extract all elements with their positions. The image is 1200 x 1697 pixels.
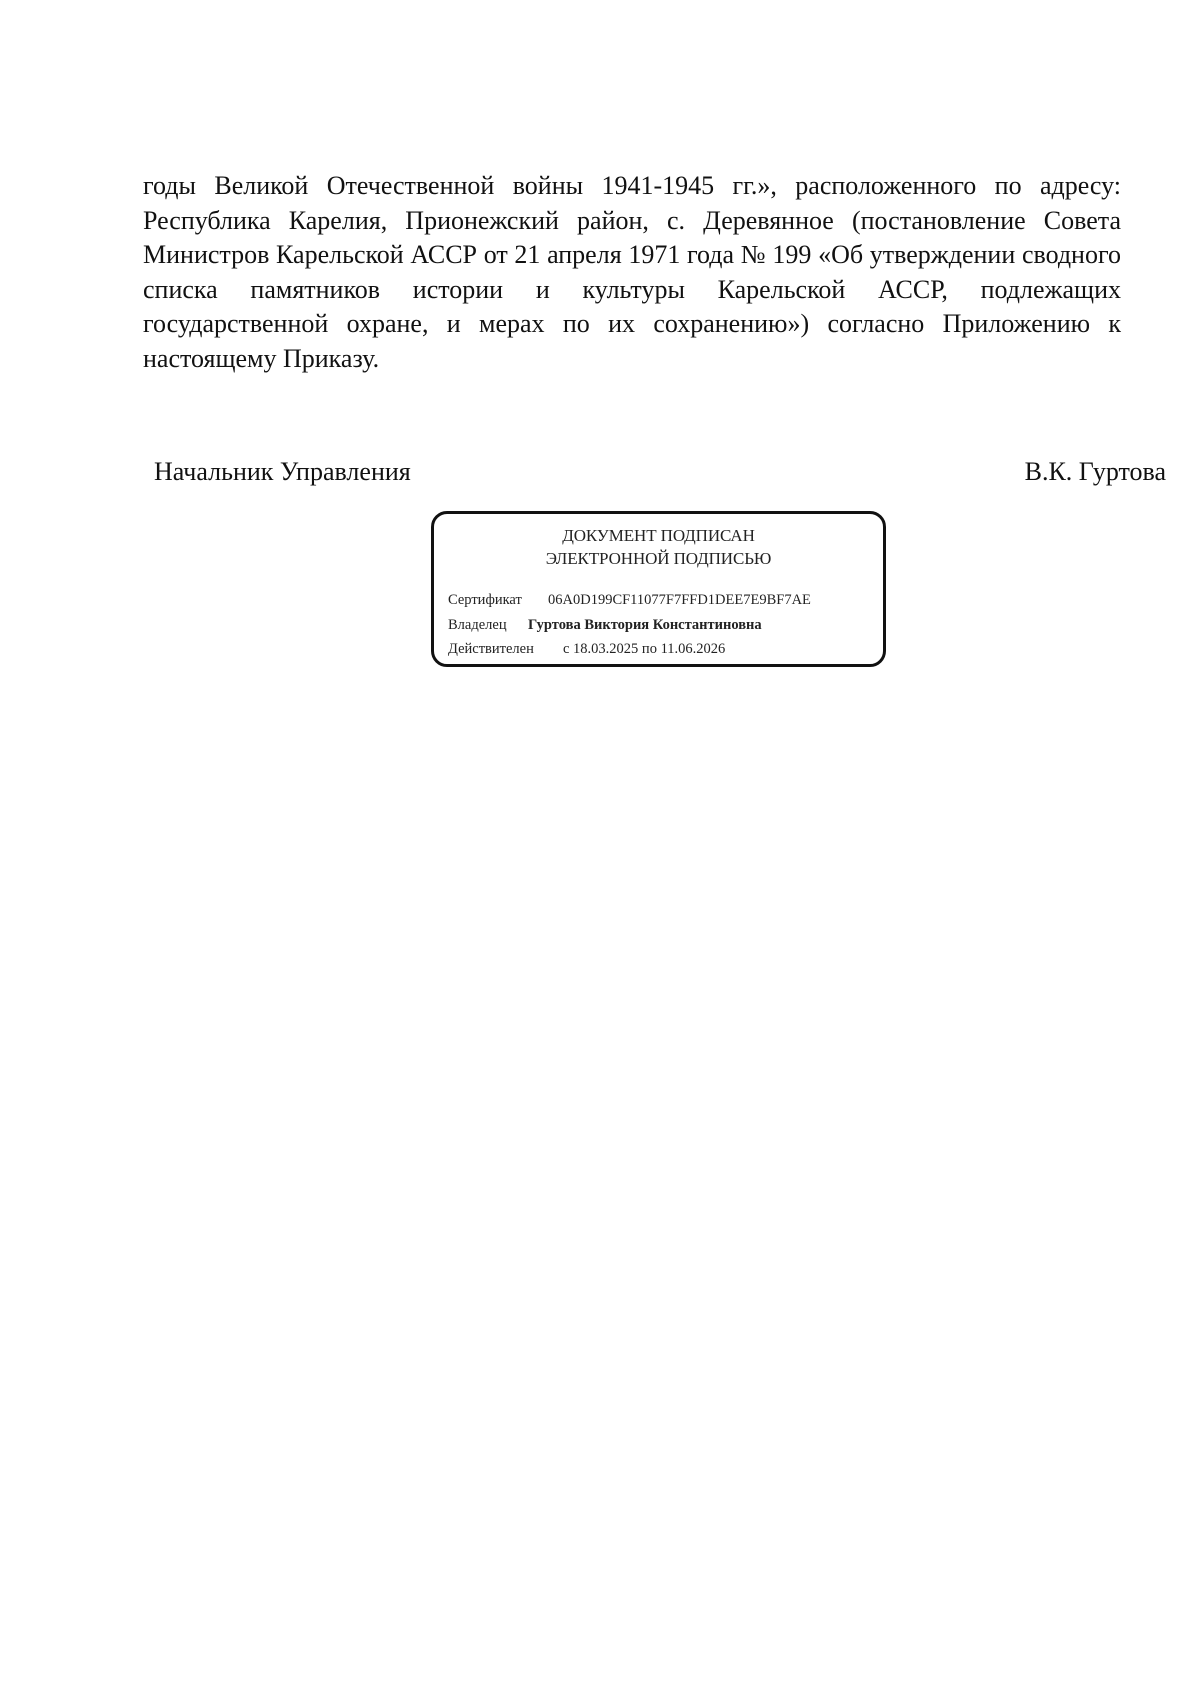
signer-name: В.К. Гуртова — [1024, 457, 1166, 486]
stamp-heading-line: ДОКУМЕНТ ПОДПИСАН — [562, 526, 755, 545]
validity-value: с 18.03.2025 по 11.06.2026 — [563, 641, 726, 657]
validity-label: Действителен — [448, 641, 534, 657]
order-body-paragraph — [143, 169, 1121, 377]
owner-label: Владелец — [448, 617, 507, 633]
certificate-label: Сертификат — [448, 592, 522, 608]
signer-title: Начальник Управления — [154, 457, 411, 486]
signature-block — [0, 455, 1200, 489]
electronic-signature-stamp — [431, 511, 886, 667]
paragraph-line: государственной охране, и мерах по их сохранению») согласно Приложению к — [143, 309, 1121, 339]
stamp-heading — [434, 524, 883, 570]
validity-field — [448, 639, 725, 659]
paragraph-line: годы Великой Отечественной войны 1941-1945 гг.», расположенного по адресу: — [143, 171, 1121, 200]
certificate-value: 06A0D199CF11077F7FFD1DEE7E9BF7AE — [548, 592, 811, 608]
stamp-heading-line: ЭЛЕКТРОННОЙ ПОДПИСЬЮ — [545, 549, 772, 568]
paragraph-line: Министров Карельской АССР от 21 апреля 1971 года № 199 «Об утверждении сводного — [143, 240, 1121, 270]
owner-value: Гуртова Виктория Константиновна — [528, 617, 762, 633]
paragraph-line: Республика Карелия, Прионежский район, с. Деревянное (постановление Совета — [143, 205, 1121, 235]
paragraph-line: списка памятников истории и культуры Карельской АССР, подлежащих — [143, 274, 1121, 304]
owner-field — [448, 615, 762, 635]
certificate-field — [448, 590, 811, 610]
paragraph-line: настоящему Приказу. — [143, 343, 380, 373]
